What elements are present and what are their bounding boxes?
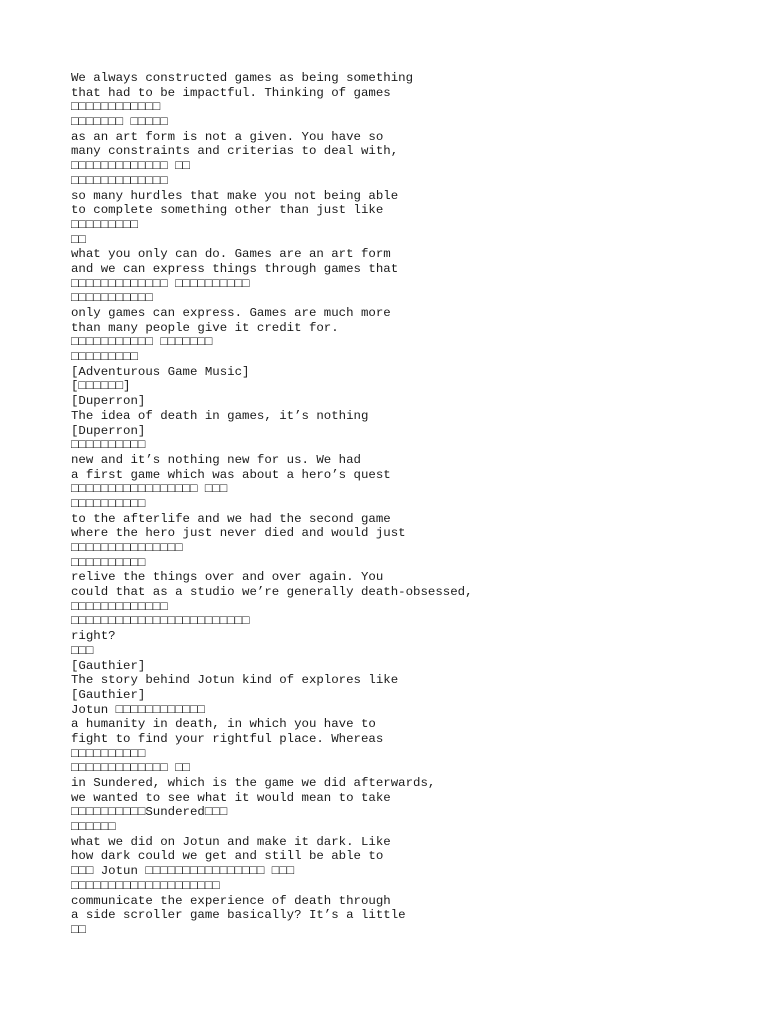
text-line: □□□ <box>71 643 94 658</box>
text-line: communicate the experience of death through <box>71 893 391 908</box>
text-line: [□□□□□□] <box>71 379 131 394</box>
text-line: □□□□□□□ □□□□□ <box>71 115 168 130</box>
text-line: could that as a studio we’re generally death-obsessed, <box>71 585 473 600</box>
text-line: in Sundered, which is the game we did afterwards, <box>71 776 436 790</box>
text-line: [Gauthier] <box>71 687 146 702</box>
text-line: □□□□□□□□□□□□□□□□□ □□□ <box>71 482 228 497</box>
text-line: □□□□□□□□□□□□□□□□□□□□□□□□ <box>71 614 250 629</box>
text-line: Jotun □□□□□□□□□□□□ <box>71 702 205 717</box>
text-line: to complete something other than just like <box>71 203 384 218</box>
text-line: that had to be impactful. Thinking of games <box>71 85 391 100</box>
text-line: □□□□□□□□□□□□□□□ <box>71 541 183 555</box>
text-line: The idea of death in games, it’s nothing <box>71 408 369 423</box>
text-line: □□□□□□□□□□□□□ □□□□□□□□□□ <box>71 276 250 291</box>
document-page <box>71 71 751 938</box>
text-line: [Gauthier] <box>71 658 146 673</box>
text-line: fight to find your rightful place. Whereas <box>71 731 384 746</box>
text-line: We always constructed games as being something <box>71 71 414 85</box>
text-line: □□□□□□□□□□ <box>71 438 146 453</box>
text-line: □□□ Jotun □□□□□□□□□□□□□□□□ □□□ <box>71 864 295 879</box>
text-line: □□ <box>71 232 86 247</box>
text-line: The story behind Jotun kind of explores like <box>71 673 399 688</box>
text-line: □□□□□□□□□□ <box>71 555 146 570</box>
text-line: □□□□□□□□□□□□□ <box>71 173 168 188</box>
text-line: how dark could we get and still be able to <box>71 849 384 864</box>
text-line: □□□□□□□□□□Sundered□□□ <box>71 805 228 820</box>
text-line: where the hero just never died and would just <box>71 526 406 541</box>
text-line: than many people give it credit for. <box>71 320 339 335</box>
text-line: □□□□□□□□□□□□□□□□□□□□ <box>71 878 220 893</box>
text-line: what you only can do. Games are an art form <box>71 247 391 262</box>
text-line: relive the things over and over again. You <box>71 570 384 585</box>
text-line: what we did on Jotun and make it dark. Like <box>71 834 391 849</box>
text-line: right? <box>71 629 116 644</box>
text-line: and we can express things through games that <box>71 261 399 276</box>
text-line: □□□□□□□□□□□ <box>71 291 153 306</box>
text-line: □□□□□□ <box>71 820 116 835</box>
text-line: [Duperron] <box>71 423 146 438</box>
text-line: we wanted to see what it would mean to take <box>71 790 391 805</box>
text-line: □□□□□□□□□□□ □□□□□□□ <box>71 335 213 350</box>
text-line: as an art form is not a given. You have so <box>71 129 384 144</box>
text-line: □□ <box>71 922 86 937</box>
text-line: a humanity in death, in which you have to <box>71 717 376 732</box>
text-line: □□□□□□□□□□□□□ □□ <box>71 159 190 174</box>
text-line: [Duperron] <box>71 394 146 409</box>
text-line: a first game which was about a hero’s quest <box>71 467 391 482</box>
text-line: new and it’s nothing new for us. We had <box>71 452 361 467</box>
text-line: only games can express. Games are much more <box>71 306 391 320</box>
text-line: many constraints and criterias to deal with, <box>71 144 399 159</box>
text-line: □□□□□□□□□□ <box>71 746 146 761</box>
text-line: □□□□□□□□□ <box>71 217 138 232</box>
text-line: □□□□□□□□□□□□□ <box>71 599 168 614</box>
text-line: □□□□□□□□□□□□□ □□ <box>71 761 190 776</box>
text-line: a side scroller game basically? It’s a little <box>71 908 406 923</box>
text-line: to the afterlife and we had the second game <box>71 511 391 526</box>
text-line: [Adventurous Game Music] <box>71 364 250 379</box>
text-line: so many hurdles that make you not being able <box>71 188 399 203</box>
text-line: □□□□□□□□□□□□ <box>71 100 161 115</box>
text-line: □□□□□□□□□ <box>71 350 138 365</box>
text-line: □□□□□□□□□□ <box>71 496 146 511</box>
